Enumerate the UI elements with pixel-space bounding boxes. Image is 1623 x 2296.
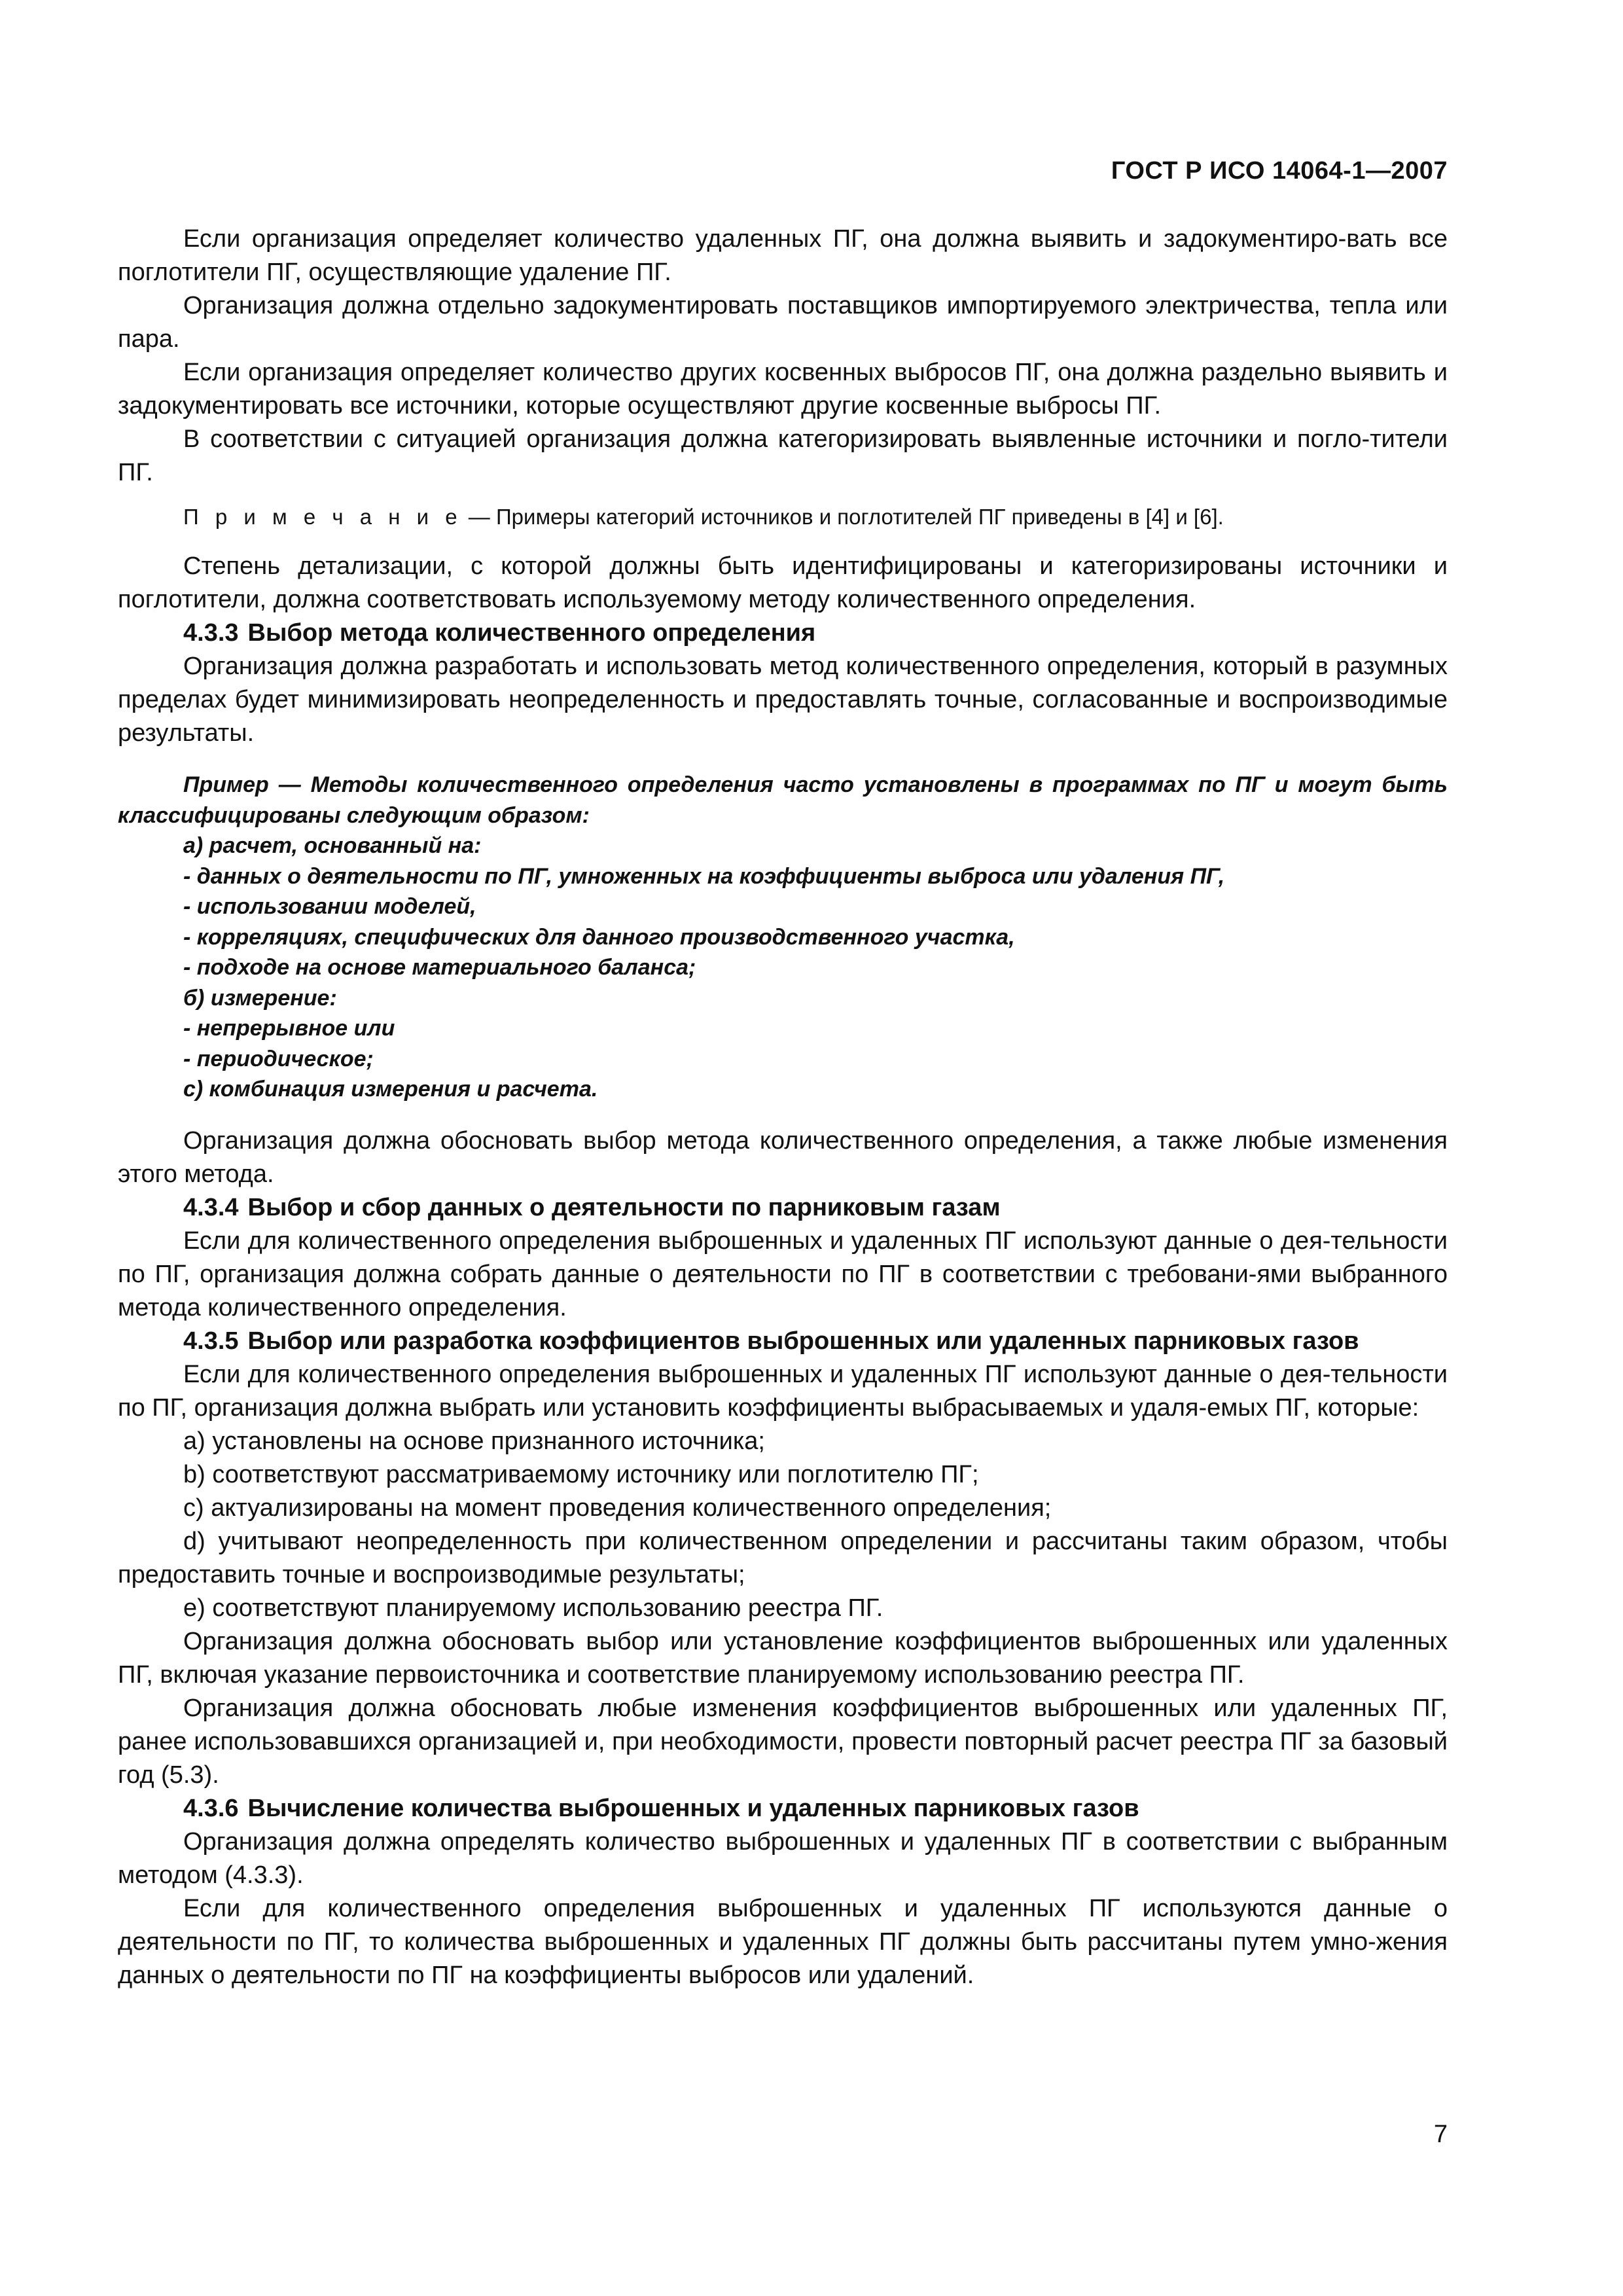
example-item: - подходе на основе материального баланса; <box>183 955 696 980</box>
section-number: 4.3.6 <box>183 1794 239 1822</box>
list-item: а) установлены на основе признанного источника; <box>183 1427 765 1455</box>
paragraph: Организация должна разработать и использовать метод количественного определения, который в разумных пределах будет минимизировать неопределенность и предоставлять точные, согласованные и воспроизводимые результаты. <box>118 653 1448 747</box>
example-block <box>118 770 1448 1105</box>
paragraph: В соответствии с ситуацией организация должна категоризировать выявленные источники и погло-тители ПГ. <box>118 425 1448 486</box>
section-title: Выбор метода количественного определения <box>247 619 816 647</box>
paragraph: Организация должна отдельно задокументировать поставщиков импортируемого электричества, тепла или пара. <box>118 292 1448 353</box>
example-item: - корреляциях, специфических для данного производственного участка, <box>183 924 1015 950</box>
paragraph: Если организация определяет количество других косвенных выбросов ПГ, она должна раздельно выявить и задокументировать все источники, которые осуществляют другие косвенные выбросы ПГ. <box>118 359 1448 420</box>
example-item: - периодическое; <box>183 1046 374 1071</box>
list-item: с) актуализированы на момент проведения количественного определения; <box>183 1494 1052 1522</box>
document-body <box>118 223 1448 1992</box>
paragraph: Степень детализации, с которой должны быть идентифицированы и категоризированы источники и поглотители, должна соответствовать используемому методу количественного определения. <box>118 552 1448 613</box>
list-item: b) соответствуют рассматриваемому источнику или поглотителю ПГ; <box>183 1460 979 1488</box>
paragraph: Организация должна обосновать любые изменения коэффициентов выброшенных или удаленных ПГ, ранее использовавшихся организацией и, при необходимости, провести повторный расчет реестра ПГ за базовый год (5.3). <box>118 1694 1448 1789</box>
paragraph: Если для количественного определения выброшенных и удаленных ПГ используются данные о деятельности по ПГ, то количества выброшенных и удаленных ПГ должны быть рассчитаны путем умно-жения данных о деятельности по ПГ на коэффициенты выбросов или удалений. <box>118 1894 1448 1989</box>
section-heading-4-3-3 <box>118 617 1448 650</box>
paragraph: Организация должна обосновать выбор метода количественного определения, а также любые изменения этого метода. <box>118 1126 1448 1188</box>
section-title: Выбор или разработка коэффициентов выброшенных или удаленных парниковых газов <box>247 1327 1359 1355</box>
example-item: - использовании моделей, <box>183 894 476 919</box>
section-number: 4.3.4 <box>183 1193 239 1221</box>
paragraph: Организация должна обосновать выбор или установление коэффициентов выброшенных или удаленных ПГ, включая указание первоисточника и соответствие планируемому использованию реестра ПГ. <box>118 1627 1448 1689</box>
paragraph: Организация должна определять количество выброшенных и удаленных ПГ в соответствии с выбранным методом (4.3.3). <box>118 1827 1448 1889</box>
section-title: Выбор и сбор данных о деятельности по парниковым газам <box>247 1193 1001 1221</box>
section-heading-4-3-4 <box>118 1191 1448 1225</box>
paragraph: Если для количественного определения выброшенных и удаленных ПГ используют данные о дея-тельности по ПГ, организация должна собрать данные о деятельности по ПГ в соответствии с требовани-ями выбранного метода количественного определения. <box>118 1227 1448 1321</box>
note <box>118 501 1448 533</box>
example-item: с) комбинация измерения и расчета. <box>183 1077 598 1102</box>
list-item: d) учитывают неопределенность при количественном определении и рассчитаны таким образом, чтобы предоставить точные и воспроизводимые результаты; <box>118 1527 1448 1588</box>
section-heading-4-3-5 <box>118 1325 1448 1358</box>
example-item: а) расчет, основанный на: <box>183 833 482 858</box>
paragraph: Если организация определяет количество удаленных ПГ, она должна выявить и задокументиро-вать все поглотители ПГ, осуществляющие удаление ПГ. <box>118 225 1448 286</box>
section-number: 4.3.3 <box>183 619 239 647</box>
example-item: - непрерывное или <box>183 1016 395 1041</box>
section-heading-4-3-6 <box>118 1792 1448 1825</box>
example-item: - данных о деятельности по ПГ, умноженных на коэффициенты выброса или удаления ПГ, <box>183 863 1225 889</box>
section-number: 4.3.5 <box>183 1327 239 1355</box>
document-header: ГОСТ Р ИСО 14064-1—2007 <box>1111 157 1448 185</box>
section-title: Вычисление количества выброшенных и удаленных парниковых газов <box>247 1794 1139 1822</box>
page-number: 7 <box>1433 2121 1448 2148</box>
example-intro: Пример — Методы количественного определения часто установлены в программах по ПГ и могут быть классифицированы следующим образом: <box>118 772 1448 828</box>
paragraph: Если для количественного определения выброшенных и удаленных ПГ используют данные о дея-тельности по ПГ, организация должна выбрать или установить коэффициенты выбрасываемых и удаля-емых ПГ, которые: <box>118 1360 1448 1422</box>
note-label: П р и м е ч а н и е <box>183 505 463 529</box>
note-text: — Примеры категорий источников и поглотителей ПГ приведены в [4] и [6]. <box>462 505 1224 529</box>
list-item: е) соответствуют планируемому использованию реестра ПГ. <box>183 1594 883 1622</box>
example-item: б) измерение: <box>183 985 337 1011</box>
